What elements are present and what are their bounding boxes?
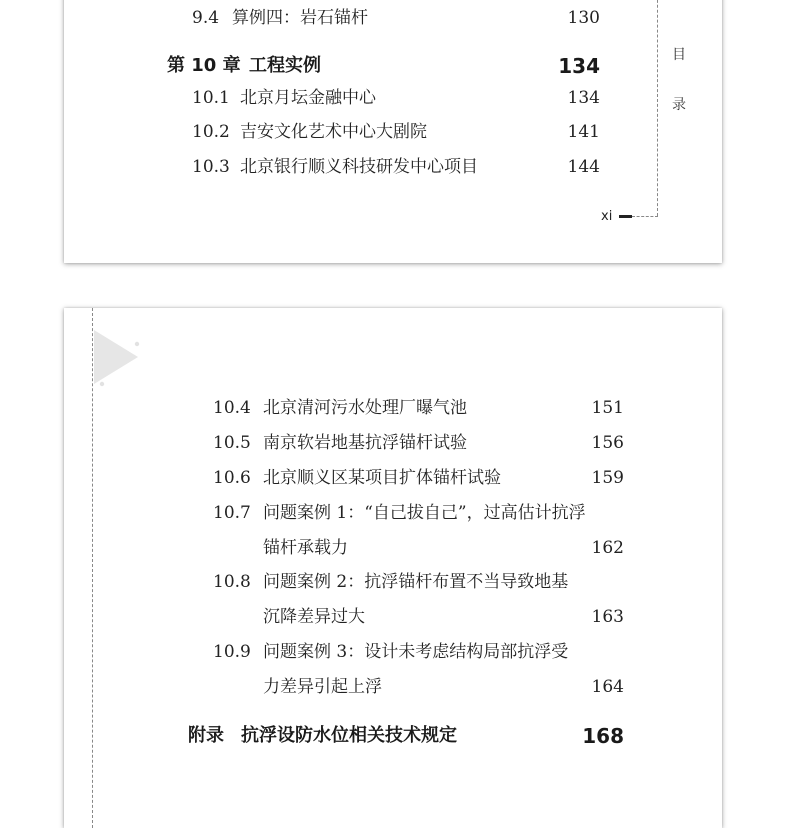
- entry-title: 问题案例 3：设计未考虑结构局部抗浮受: [263, 642, 569, 662]
- chapter-label: 第 10 章: [167, 55, 241, 76]
- toc-page-lower: [64, 308, 722, 828]
- entry-number: 10.9: [213, 642, 251, 662]
- play-triangle-icon: [92, 326, 142, 388]
- margin-guide-line: [632, 216, 658, 217]
- side-label-char: 录: [672, 97, 686, 113]
- entry-page: 156: [591, 433, 624, 453]
- chapter-page: 134: [558, 54, 600, 78]
- entry-title: 北京银行顺义科技研发中心项目: [240, 157, 478, 177]
- entry-page: 159: [591, 468, 624, 488]
- entry-title: 南京软岩地基抗浮锚杆试验: [263, 433, 467, 453]
- entry-title: 北京月坛金融中心: [240, 88, 376, 108]
- entry-page: 151: [591, 398, 624, 418]
- folio-bar: [619, 215, 632, 218]
- entry-page: 144: [567, 157, 600, 177]
- entry-number: 10.3: [192, 157, 230, 177]
- toc-entry-10-9[interactable]: [213, 642, 624, 697]
- entry-title-continued: 锚杆承载力: [263, 538, 348, 558]
- entry-page: 162: [591, 538, 624, 558]
- appendix-label: 附录: [188, 725, 224, 746]
- toc-page-upper: [64, 0, 722, 263]
- entry-number: 10.1: [192, 88, 230, 108]
- entry-title: 北京顺义区某项目扩体锚杆试验: [263, 468, 501, 488]
- entry-title: 问题案例 1：“自己拔自己”，过高估计抗浮: [263, 503, 586, 523]
- entry-title: 问题案例 2：抗浮锚杆布置不当导致地基: [263, 572, 569, 592]
- entry-page: 163: [591, 607, 624, 627]
- side-label-char: 目: [672, 47, 686, 63]
- entry-number: 10.4: [213, 398, 251, 418]
- entry-number: 9.4: [192, 8, 220, 28]
- entry-number: 10.2: [192, 122, 230, 142]
- entry-title: 北京清河污水处理厂曝气池: [263, 398, 467, 418]
- entry-page: 130: [567, 8, 600, 28]
- entry-number: 10.8: [213, 572, 251, 592]
- entry-title: 算例四：岩石锚杆: [232, 8, 368, 28]
- entry-title-continued: 沉降差异过大: [263, 607, 365, 627]
- entry-page: 141: [567, 122, 600, 142]
- page-folio: xi: [601, 209, 613, 224]
- entry-page: 134: [567, 88, 600, 108]
- chapter-title: 工程实例: [249, 55, 321, 76]
- toc-entry-10-8[interactable]: [213, 572, 624, 627]
- appendix-title: 抗浮设防水位相关技术规定: [241, 725, 457, 746]
- entry-title-continued: 力差异引起上浮: [263, 677, 382, 697]
- toc-entry-10-7[interactable]: [213, 503, 624, 558]
- entry-number: 10.5: [213, 433, 251, 453]
- appendix-page: 168: [582, 724, 624, 748]
- entry-title: 吉安文化艺术中心大剧院: [240, 122, 427, 142]
- entry-page: 164: [591, 677, 624, 697]
- entry-number: 10.6: [213, 468, 251, 488]
- entry-number: 10.7: [213, 503, 251, 523]
- margin-guide-line: [657, 0, 658, 216]
